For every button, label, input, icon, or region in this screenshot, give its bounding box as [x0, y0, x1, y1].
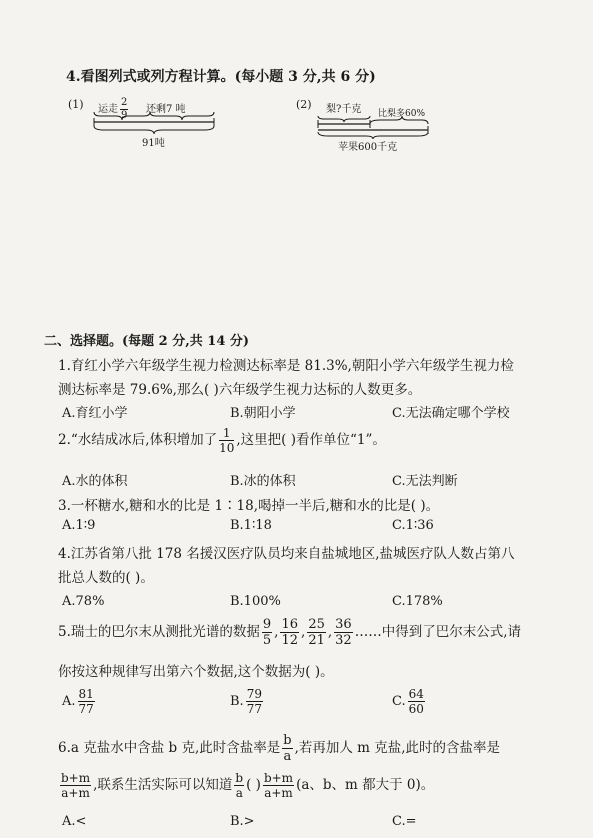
q6-line-1: 6.a 克盐水中含盐 b 克,此时含盐率是 $\frac{b}{a}$ ,若再加人 m 克盐,此时的含盐率是 — [58, 733, 501, 764]
q1-line-1: 1.育红小学六年级学生视力检测达标率是 81.3%,朝阳小学六年级学生视力检 — [58, 358, 514, 374]
q6-fraction-1: $\frac{b}{a}$ — [283, 733, 292, 764]
q2-option-b[interactable]: B.冰的体积 — [230, 474, 296, 489]
figure-2-bottom: 苹果600千克 — [338, 142, 398, 153]
figure-1-total: 91吨 — [142, 138, 165, 149]
q4b-option-b[interactable]: B.100% — [230, 594, 281, 609]
q2-line: 2.“水结成冰后,体积增加了 $\frac{1}{10}$ ,这里把( )看作单位“1”。 — [58, 426, 386, 455]
figure-2 — [296, 96, 446, 153]
q3-option-c[interactable]: C.1∶36 — [392, 518, 434, 533]
q6-fraction-2: $\frac{b+m}{a+m}$ — [61, 771, 91, 800]
q6-option-a[interactable]: A.< — [62, 814, 87, 829]
q4b-option-c[interactable]: C.178% — [392, 594, 443, 609]
q4-title: 4.看图列式或列方程计算。(每小题 3 分,共 6 分) — [66, 69, 376, 85]
q4b-option-a[interactable]: A.78% — [62, 594, 105, 609]
q3-line: 3.一杯糖水,糖和水的比是 1∶18,喝掉一半后,糖和水的比是( )。 — [58, 498, 440, 514]
q6-option-c[interactable]: C.= — [392, 814, 417, 829]
q2-fraction: $\frac{1}{10}$ — [219, 426, 235, 455]
q5-fraction-3: $\frac{25}{21}$ — [308, 617, 325, 648]
q4b-line-1: 4.江苏省第八批 178 名援汉医疗队员均来自盐城地区,盐城医疗队人数占第八 — [58, 546, 515, 562]
q3-option-a[interactable]: A.1∶9 — [62, 518, 96, 533]
figure-1-number: (1) — [68, 98, 84, 111]
figure-1-part-a: 运走 $\frac{2}{9}$ — [98, 97, 128, 121]
figure-2-top-b: 比梨多60% — [378, 109, 426, 119]
q6-fraction-4: $\frac{b+m}{a+m}$ — [263, 771, 294, 800]
figure-1-part-b: 还剩7 吨 — [146, 104, 186, 115]
q6-fraction-3: $\frac{b}{a}$ — [235, 771, 244, 800]
q5-line-1: 5.瑞士的巴尔末从测批光谱的数据 $\frac{9}{5}$ , $\frac{16}{12}$ , $\frac{25}{21}$ , $\frac{36}{32}$ ……中得到了巴尔末公式,请 — [58, 617, 521, 648]
q3-option-b[interactable]: B.1∶18 — [230, 518, 272, 533]
q6-option-b[interactable]: B.> — [230, 814, 255, 829]
q5-line-2: 你按这种规律写出第六个数据,这个数据为( )。 — [58, 664, 334, 680]
figure-2-top-a: 梨?千克 — [326, 104, 362, 115]
q5-option-c[interactable]: C. $\frac{64}{60}$ — [392, 687, 424, 716]
q5-fraction-4: $\frac{36}{32}$ — [335, 617, 352, 648]
q1-option-a[interactable]: A.育红小学 — [62, 406, 128, 421]
q5-option-a[interactable]: A. $\frac{81}{77}$ — [62, 687, 94, 716]
q5-fraction-2: $\frac{16}{12}$ — [281, 617, 299, 648]
q5-option-b[interactable]: B. $\frac{79}{77}$ — [230, 687, 262, 716]
q1-option-b[interactable]: B.朝阳小学 — [230, 406, 296, 421]
figure-1 — [68, 96, 218, 149]
section-2-title: 二、选择题。(每题 2 分,共 14 分) — [44, 334, 250, 349]
q1-option-c[interactable]: C.无法确定哪个学校 — [392, 406, 510, 421]
q2-option-a[interactable]: A.水的体积 — [62, 474, 128, 489]
q2-option-c[interactable]: C.无法判断 — [392, 474, 458, 489]
q6-line-2: $\frac{b+m}{a+m}$ ,联系生活实际可以知道 $\frac{b}{a}$ ( ) $\frac{b+m}{a+m}$ (a、b、m 都大于 0)。 — [61, 771, 435, 800]
q4b-line-2: 批总人数的( )。 — [58, 570, 154, 586]
q5-fraction-1: $\frac{9}{5}$ — [262, 617, 272, 648]
q1-line-2: 测达标率是 79.6%,那么( )六年级学生视力达标的人数更多。 — [58, 382, 422, 398]
figure-2-number: (2) — [296, 98, 312, 111]
